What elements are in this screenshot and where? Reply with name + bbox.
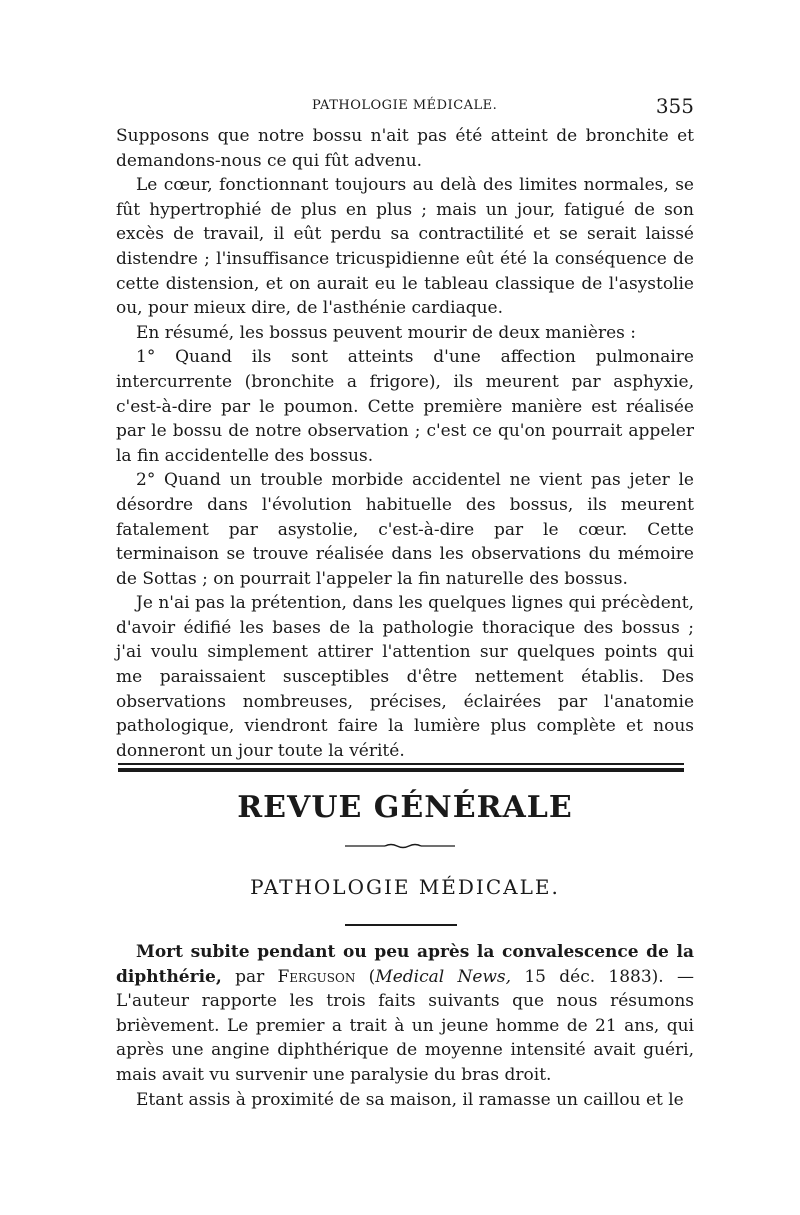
paragraph: Je n'ai pas la prétention, dans les quelques lignes qui précèdent, d'avoir édifié les bases de la pathologie thoracique des bossus ; j'ai voulu simplement attirer l'attention sur quelques points qui me paraissaient susceptibles d'être nettement établis. Des observations nombreuses, précises, éclairées par l'anatomie pathologique, viendront faire la lumière plus complète et nous donneront un jour toute la vérité.: [116, 593, 694, 761]
article-paragraph: Etant assis à proximité de sa maison, il ramasse un caillou et le: [136, 1089, 684, 1110]
paragraph: Le cœur, fonctionnant toujours au delà des limites normales, se fût hypertrophié de plus en plus ; mais un jour, fatigué de son excès de travail, il eût perdu sa contractilité et se serait laissé distendre ; l'insuffisance tricuspidienne eût été la conséquence de cette distension, et on aurait eu le tableau classique de l'asystolie ou, pour mieux dire, de l'asthénie cardiaque.: [116, 175, 694, 319]
page-number: 355: [655, 94, 694, 118]
article-paragraph: [116, 940, 694, 1088]
article-text: 15 déc. 1883). — L'auteur rapporte les trois faits suivants que nous résumons brièvement. Le premier a trait à un jeune homme de 21 ans, qui après une angine diphthérique de moyenne intensité avait guéri, mais avait vu survenir une paralysie du bras droit.: [116, 966, 694, 1085]
section-title: REVUE GÉNÉRALE: [237, 790, 573, 825]
article-author: Ferguson: [277, 966, 356, 987]
section-divider: [118, 763, 684, 772]
short-divider: [345, 924, 457, 926]
page-header: [116, 96, 694, 120]
paragraph: 2° Quand un trouble morbide accidentel ne vient pas jeter le désordre dans l'évolution habituelle des bossus, ils meurent fatalement par asystolie, c'est-à-dire par le cœur. Cette terminaison se trouve réalisée dans les observations du mémoire de Sottas ; on pourrait l'appeler la fin naturelle des bossus.: [116, 470, 694, 589]
paragraph: Supposons que notre bossu n'ait pas été atteint de bronchite et demandons-nous ce qui fût advenu.: [116, 126, 694, 171]
body-text: [116, 124, 694, 763]
paragraph: En résumé, les bossus peuvent mourir de deux manières :: [136, 322, 636, 343]
article-by: par: [221, 966, 278, 987]
subsection-title: PATHOLOGIE MÉDICALE.: [250, 875, 560, 899]
article-title: Mort subite pendant ou peu après la convalescence de la diphthérie,: [116, 942, 694, 987]
article: [116, 940, 694, 1112]
article-journal: Medical News,: [375, 966, 512, 987]
paragraph: 1° Quand ils sont atteints d'une affection pulmonaire intercurrente (bronchite a frigore), ils meurent par asphyxie, c'est-à-dire par le poumon. Cette première manière est réalisée par le bossu de notre observation ; c'est ce qu'on pourrait appeler la fin accidentelle des bossus.: [116, 347, 694, 466]
running-title: PATHOLOGIE MÉDICALE.: [312, 98, 498, 113]
ornament-flourish: [345, 843, 455, 849]
article-source-open: (: [355, 966, 376, 987]
